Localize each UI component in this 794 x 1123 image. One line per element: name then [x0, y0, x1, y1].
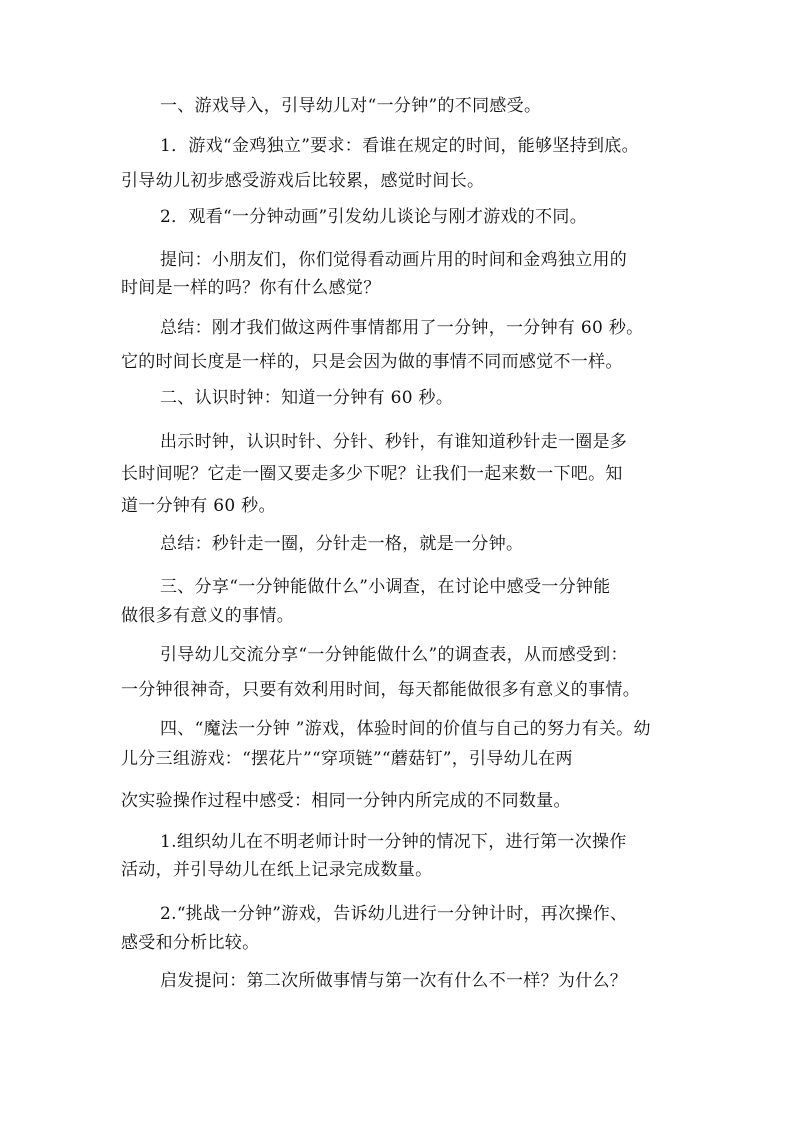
- paragraph-line: 儿分三组游戏：“摆花片”“穿项链”“蘑菇钉”，引导幼儿在两: [121, 749, 573, 769]
- paragraph-line: 1．游戏“金鸡独立”要求：看谁在规定的时间，能够坚持到底。: [160, 136, 639, 156]
- paragraph-line: 2．观看“一分钟动画”引发幼儿谈论与刚才游戏的不同。: [160, 207, 587, 227]
- paragraph-line: 一分钟很神奇，只要有效利用时间，每天都能做很多有意义的事情。: [121, 680, 640, 700]
- paragraph-line: 总结：刚才我们做这两件事情都用了一分钟，一分钟有 60 秒。: [160, 318, 644, 338]
- paragraph-line: 长时间呢？它走一圈又要走多少下呢？让我们一起来数一下吧。知: [121, 464, 623, 484]
- paragraph-line: 启发提问：第二次所做事情与第一次有什么不一样？为什么？: [160, 971, 628, 991]
- paragraph-line: 出示时钟，认识时针、分针、秒针，有谁知道秒针走一圈是多: [160, 432, 628, 452]
- section-heading-4: 四、“魔法一分钟 ”游戏，体验时间的价值与自己的努力有关。幼: [160, 719, 651, 739]
- paragraph-line: 时间是一样的吗？你有什么感觉？: [121, 278, 381, 298]
- paragraph-line: 提问：小朋友们，你们觉得看动画片用的时间和金鸡独立用的: [160, 250, 628, 270]
- paragraph-line: 引导幼儿初步感受游戏后比较累，感觉时间长。: [121, 171, 485, 191]
- section-heading-1: 一、游戏导入，引导幼儿对“一分钟”的不同感受。: [160, 96, 542, 116]
- paragraph-line: 它的时间长度是一样的，只是会因为做的事情不同而感觉不一样。: [121, 352, 623, 372]
- section-heading-2: 二、认识时钟：知道一分钟有 60 秒。: [160, 388, 454, 408]
- paragraph-line: 2.“挑战一分钟”游戏，告诉幼儿进行一分钟计时，再次操作、: [160, 904, 628, 924]
- paragraph-line: 1.组织幼儿在不明老师计时一分钟的情况下，进行第一次操作: [160, 832, 627, 852]
- paragraph-line: 做很多有意义的事情。: [121, 606, 294, 626]
- paragraph-line: 感受和分析比较。: [121, 933, 260, 953]
- paragraph-line: 次实验操作过程中感受：相同一分钟内所完成的不同数量。: [121, 791, 571, 811]
- paragraph-line: 活动，并引导幼儿在纸上记录完成数量。: [121, 860, 433, 880]
- section-heading-3: 三、分享“一分钟能做什么”小调查，在讨论中感受一分钟能: [160, 577, 611, 597]
- paragraph-line: 道一分钟有 60 秒。: [121, 496, 276, 516]
- paragraph-line: 引导幼儿交流分享“一分钟能做什么”的调查表，从而感受到：: [160, 645, 628, 665]
- paragraph-line: 总结：秒针走一圈，分针走一格，就是一分钟。: [160, 534, 524, 554]
